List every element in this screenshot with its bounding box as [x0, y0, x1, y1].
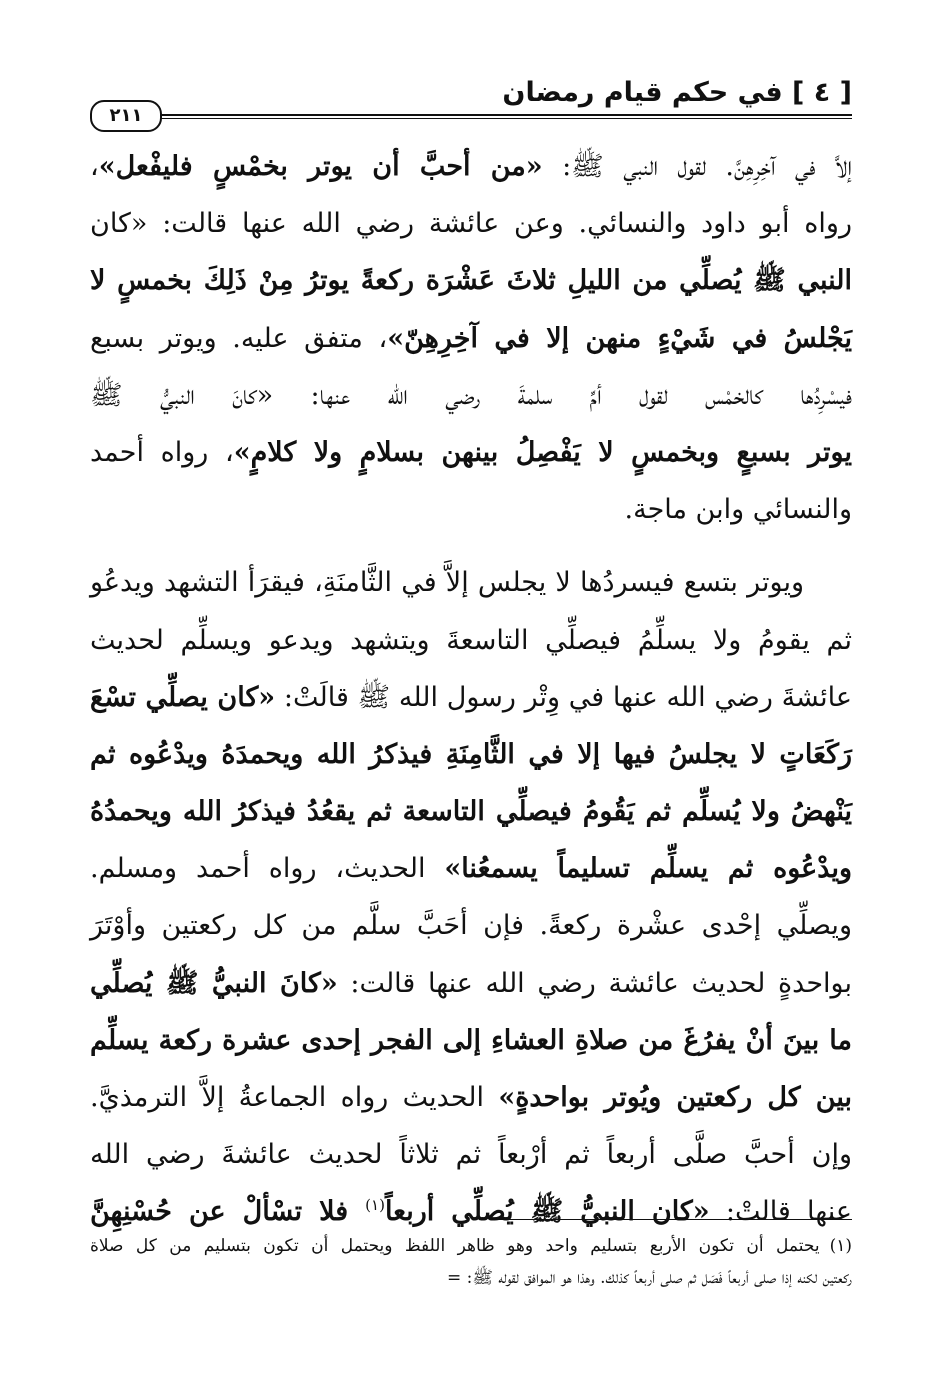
hadith-line: ما بينَ أنْ يفرُغَ من صلاةِ العشاءِ إلى الفجر إحدى عشرة ركعة يسلِّم	[90, 1024, 852, 1056]
hadith-quote: يَجْلسُ في شَيْءٍ منهن إلا في آخِرِهِنّ»	[387, 322, 852, 354]
hadith-quote: «كانَ النبيُّ ﷺ يُصلِّي	[90, 967, 338, 999]
text-line	[90, 1069, 852, 1126]
text-line	[90, 669, 852, 726]
page-number: ٢١١	[90, 100, 162, 132]
text-run: بواحدةٍ لحديث عائشة رضي الله عنها قالت:	[337, 967, 852, 999]
text-line	[90, 310, 852, 367]
text-line: ويوتر بتسع فيسردُها لا يجلس إلاَّ في الثَّامنَةِ، فيقرَأ التشهد ويدعُو	[90, 567, 804, 599]
hadith-quote: «كان يصلِّي تسْعَ	[90, 681, 276, 713]
footnote-number: (١)	[829, 1236, 852, 1256]
text-line: فيسْرِدُها كالخمْس لقول أمِّ سلمةَ رضي الله عنها: «كانَ النبيُّ ﷺ	[90, 379, 852, 411]
hadith-quote: فلا تسْألْ عن حُسْنِهِنَّ	[90, 1196, 366, 1228]
text-line: ثم يقومُ ولا يسلِّمُ فيصلِّي التاسعةَ ويتشهد ويدعو ويسلِّم لحديث	[90, 624, 852, 656]
chapter-title: [ ٤ ] في حكم قيام رمضان	[502, 77, 852, 108]
footnotes	[90, 1230, 852, 1294]
footnote-line: ركعتين لكنه إذا صلى أربعاً فَصَل ثم صلى أربعاً كذلك. وهذا هو الموافق لقوله ﷺ: =	[447, 1268, 852, 1288]
footnote-divider	[492, 1219, 852, 1220]
text-run: ، متفق عليه. ويوتر بسبع	[90, 322, 388, 354]
text-line: وإن أحبَّ صلَّى أربعاً ثم أرْبعاً ثم ثلاثاً لحديث عائشةَ رضي الله	[90, 1139, 852, 1171]
hadith-line: النبي ﷺ يُصلِّي من الليلِ ثلاثَ عَشْرَة ركعةً يوترُ مِنْ ذَلِكَ بخمسٍ لا	[90, 265, 852, 297]
text-line	[90, 840, 852, 897]
text-run: ،	[90, 151, 99, 182]
hadith-quote: «من أحبَّ أن يوتر بخمْسٍ فليفْعل»	[98, 151, 543, 182]
footnote-reference[interactable]: (١)	[365, 1196, 385, 1215]
hadith-quote: يوتر بسبعٍ وبخمسٍ لا يَفْصِلُ بينهن بسلامٍ ولا كلامٍ»	[233, 436, 852, 468]
header-rule	[148, 114, 852, 119]
paragraph-gap	[90, 538, 852, 554]
text-line	[90, 138, 852, 195]
text-run: عنها قالتْ:	[709, 1196, 852, 1228]
text-run: الحديث رواه الجماعةُ إلاَّ الترمذيَّ.	[90, 1082, 499, 1113]
text-run: ، رواه أحمد	[90, 436, 234, 468]
text-line: والنسائي وابن ماجة.	[624, 494, 852, 526]
text-line	[90, 424, 852, 481]
hadith-line: يَنْهضُ ولا يُسلِّم ثم يَقُومُ فيصلِّي التاسعة ثم يقعُدُ فيذكرُ الله ويحمدُهُ	[90, 796, 852, 828]
text-line: ويصلِّي إحْدى عشْرة ركعةً. فإن أحَبَّ سلَّم من كل ركعتين وأوْتَرَ	[90, 910, 852, 942]
hadith-line: رَكَعَاتٍ لا يجلسُ فيها إلا في الثَّامِنَةِ فيذكرُ الله ويحمدَهُ ويدْعُوه ثم	[90, 738, 852, 770]
text-line: رواه أبو داود والنسائي. وعن عائشة رضي الله عنها قالت: «كان	[90, 208, 852, 240]
hadith-quote: «كان النبيُّ ﷺ يُصلِّي أربعاً	[384, 1196, 710, 1228]
text-line	[90, 955, 852, 1012]
running-header	[90, 76, 852, 126]
main-text	[90, 138, 852, 1241]
footnote-line	[90, 1230, 852, 1262]
text-run: عائشةَ رضي الله عنها في وِتْر رسول الله ﷺ قالَتْ:	[275, 681, 852, 713]
text-run: الحديث، رواه أحمد ومسلم.	[90, 853, 445, 885]
hadith-quote: بين كل ركعتين ويُوتر بواحدةٍ»	[498, 1082, 852, 1113]
footnote-text: يحتمل أن تكون الأربع بتسليم واحد وهو ظاهر اللفظ ويحتمل أن تكون بتسليم من كل صلاة	[90, 1236, 820, 1256]
text-run: إلاَّ في آخِرِهِنَّ. لقول النبي ﷺ:	[542, 151, 852, 182]
hadith-quote: ويدْعُوه ثم يسلِّم تسليماً يسمعُنا»	[444, 853, 852, 885]
